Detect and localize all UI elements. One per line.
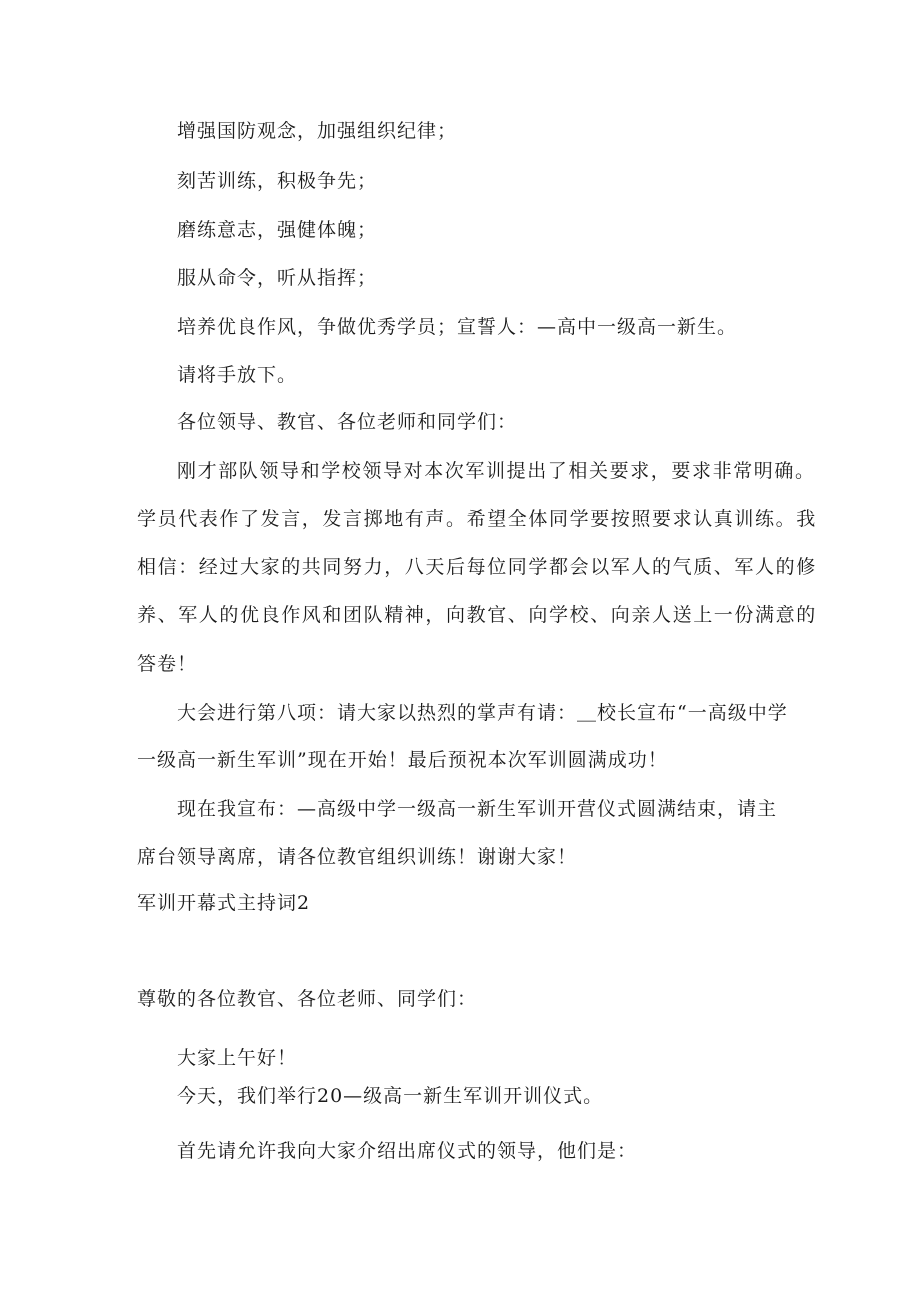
oath-line-5: 培养优良作风，争做优秀学员；宣誓人：—高中一级高一新生。 bbox=[177, 316, 738, 338]
oath-line-4: 服从命令，听从指挥； bbox=[177, 267, 378, 289]
salutation-leaders: 各位领导、教官、各位老师和同学们： bbox=[177, 411, 518, 433]
paragraph-2-line-1: 大会进行第八项：请大家以热烈的掌声有请：＿校长宣布“一高级中学 bbox=[177, 702, 788, 724]
paragraph-1-line-3: 相信：经过大家的共同努力，八天后每位同学都会以军人的气质、军人的修 bbox=[137, 556, 817, 578]
oath-line-1: 增强国防观念，加强组织纪律； bbox=[177, 120, 458, 142]
paragraph-1-line-1: 刚才部队领导和学校领导对本次军训提出了相关要求，要求非常明确。 bbox=[177, 460, 816, 482]
oath-line-3: 磨练意志，强健体魄； bbox=[177, 219, 378, 241]
greeting-line: 大家上午好！ bbox=[177, 1047, 298, 1069]
paragraph-1-line-5: 答卷！ bbox=[137, 653, 198, 675]
paragraph-1-line-4: 养、军人的优良作风和团队精神，向教官、向学校、向亲人送上一份满意的 bbox=[137, 604, 817, 626]
paragraph-3-line-2: 席台领导离席，请各位教官组织训练！谢谢大家！ bbox=[137, 846, 578, 868]
section-title: 军训开幕式主持词2 bbox=[137, 892, 311, 914]
intro-line: 今天，我们举行20—级高一新生军训开训仪式。 bbox=[177, 1085, 604, 1107]
paragraph-3-line-1: 现在我宣布：—高级中学一级高一新生军训开营仪式圆满结束，请主 bbox=[177, 798, 778, 820]
paragraph-1-line-2: 学员代表作了发言，发言掷地有声。希望全体同学要按照要求认真训练。我 bbox=[137, 508, 817, 530]
paragraph-2-line-2: 一级高一新生军训”现在开始！最后预祝本次军训圆满成功！ bbox=[137, 749, 668, 771]
leaders-intro-line: 首先请允许我向大家介绍出席仪式的领导，他们是： bbox=[177, 1140, 638, 1162]
hands-down-line: 请将手放下。 bbox=[177, 364, 298, 386]
oath-line-2: 刻苦训练，积极争先； bbox=[177, 170, 378, 192]
salutation-instructors: 尊敬的各位教官、各位老师、同学们： bbox=[137, 988, 478, 1010]
